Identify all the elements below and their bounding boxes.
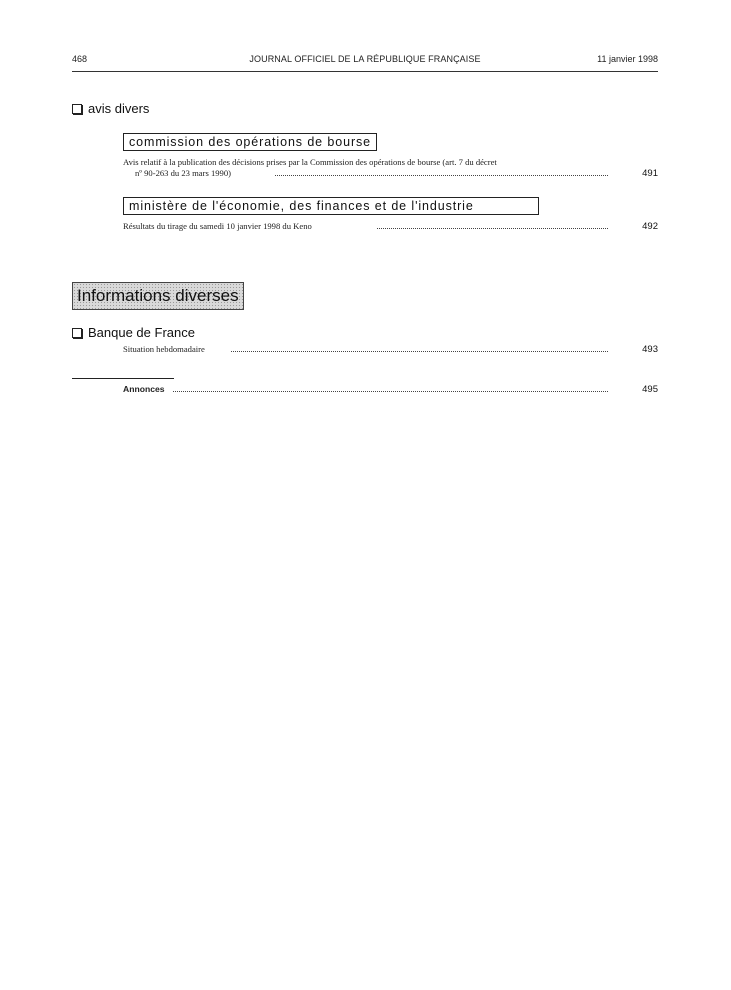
section-banner-informations-diverses: Informations diverses [72, 282, 244, 310]
journal-title: JOURNAL OFFICIEL DE LA RÉPUBLIQUE FRANÇAISE [249, 54, 481, 64]
entry-text-line: Résultats du tirage du samedi 10 janvier 1998 du Keno [123, 221, 312, 231]
subsection-title-ministere: ministère de l'économie, des finances et de l'industrie [123, 197, 539, 215]
entry-page-number: 491 [642, 168, 658, 179]
section-heading-label: avis divers [88, 101, 150, 116]
dot-leader [377, 228, 608, 229]
entry-text-line: Annonces [123, 384, 165, 394]
entry-page-number: 493 [642, 344, 658, 355]
subsection-title-commission: commission des opérations de bourse [123, 133, 377, 151]
toc-entry-keno[interactable] [123, 221, 658, 232]
dot-leader [275, 175, 608, 176]
page-number: 468 [72, 54, 88, 64]
toc-entry-annonces[interactable] [123, 384, 658, 395]
entry-text-line: Situation hebdomadaire [123, 344, 205, 354]
section-avis-divers [72, 101, 149, 116]
section-banque-de-france [72, 325, 195, 340]
entry-text-line: nº 90-263 du 23 mars 1990) [135, 168, 231, 178]
entry-text-line: Avis relatif à la publication des décisions prises par la Commission des opérations de bourse (art. 7 du décret [123, 157, 497, 167]
page-header [72, 54, 658, 68]
checkbox-icon [72, 328, 82, 338]
checkbox-icon [72, 104, 82, 114]
toc-entry-situation-hebdomadaire[interactable] [123, 344, 658, 355]
entry-page-number: 492 [642, 221, 658, 232]
header-divider [72, 71, 658, 72]
toc-entry-commission[interactable] [123, 157, 658, 179]
entry-page-number: 495 [642, 384, 658, 395]
issue-date: 11 janvier 1998 [597, 54, 658, 64]
dot-leader [173, 391, 608, 392]
separator-rule [72, 378, 174, 379]
dot-leader [231, 351, 608, 352]
section-heading-label: Banque de France [88, 325, 195, 340]
